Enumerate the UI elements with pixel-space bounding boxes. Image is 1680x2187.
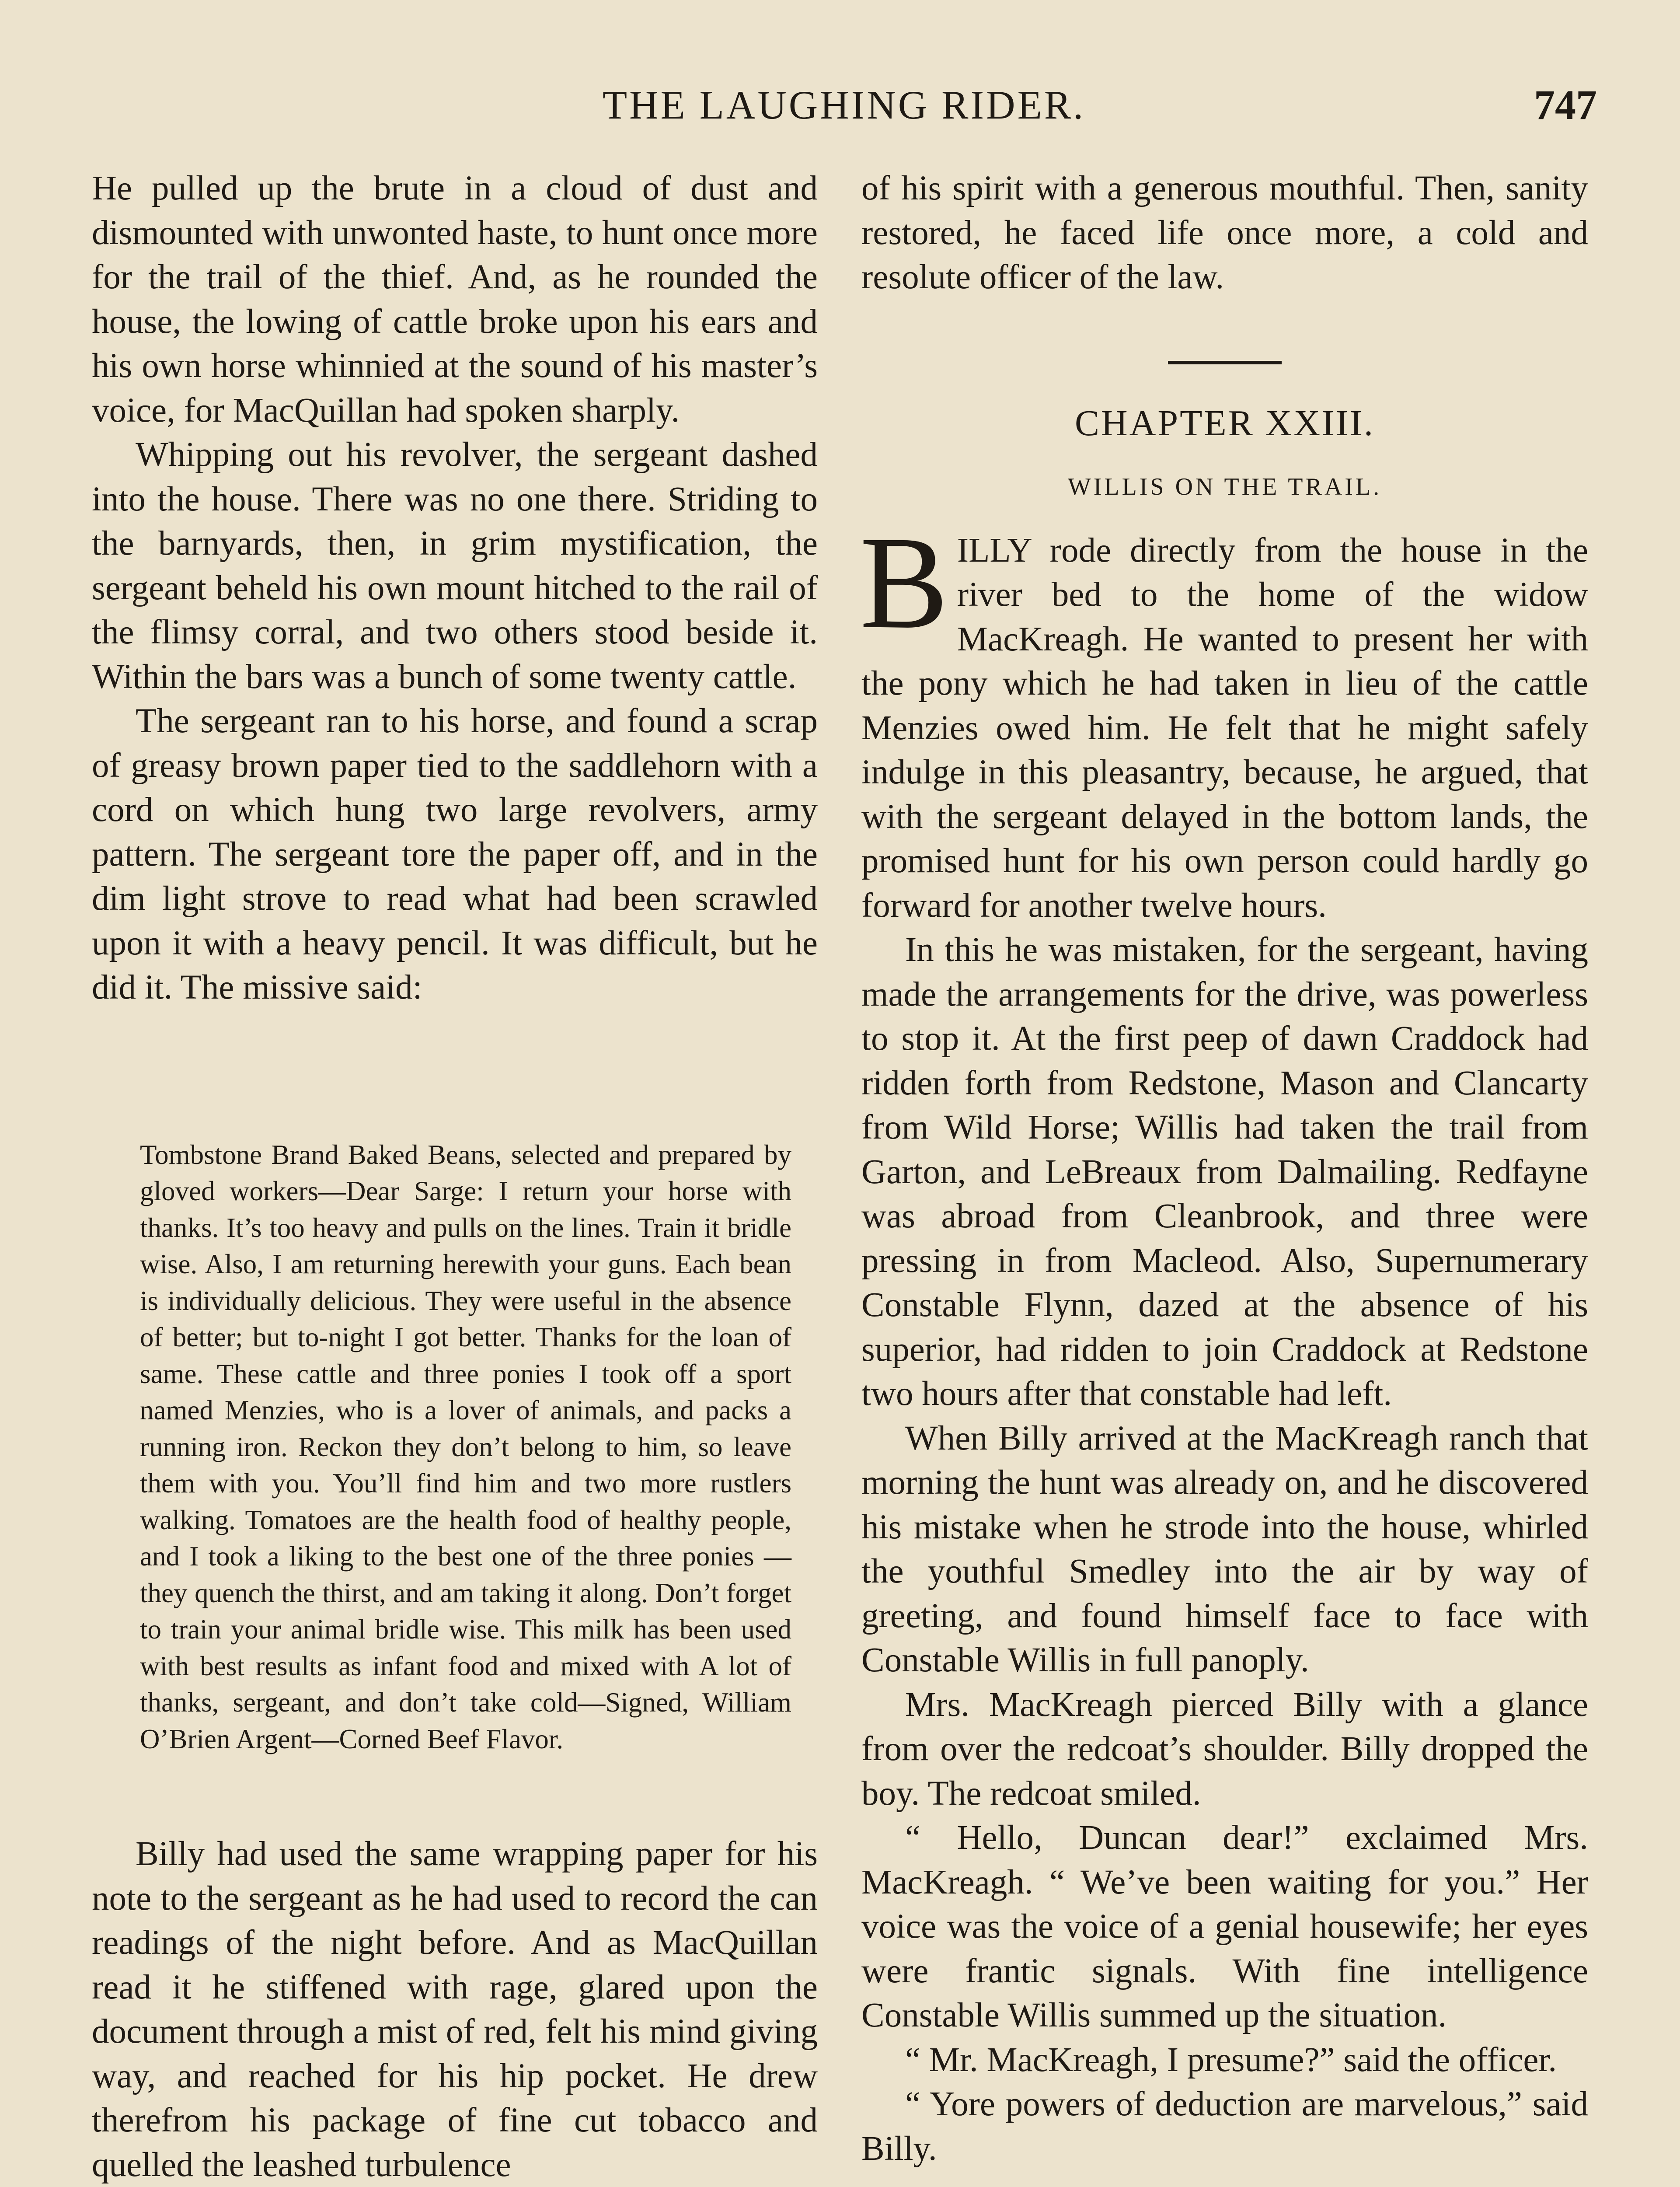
chapter-subtitle: WILLIS ON THE TRAIL. — [1067, 473, 1382, 500]
body-paragraph: “ Yore powers of deduction are marvelous,” said Billy. — [861, 2085, 1588, 2168]
page-number: 747 — [1534, 81, 1597, 128]
chapter-opening-paragraph — [860, 508, 1588, 928]
body-paragraph: of his spirit with a generous mouthful. Then, sanity restored, he faced life once more, a cold and resolute officer of the law. — [861, 169, 1588, 296]
opening-text: ILLY rode directly from the house in the river bed to the home of the widow MacKreagh. He wanted to present her with the pony which he had taken in lieu of the cattle Menzies owed him. He felt that he might safely indulge in this pleasantry, because, he argued, that with the sergeant delayed in the bottom lands, the promised hunt for his own person could hardly go forward for another twelve hours. — [861, 531, 1588, 925]
body-paragraph: Whipping out his revolver, the sergeant dashed into the house. There was no one there. Striding to the barnyards, then, in grim mystification, the sergeant beheld his own mount hitched to the rail of the flimsy corral, and two others stood beside it. Within the bars was a bunch of some twenty cattle. — [92, 436, 818, 696]
chapter-title: CHAPTER XXIII. — [1075, 402, 1375, 444]
page-header — [0, 79, 1680, 136]
body-paragraph: When Billy arrived at the MacKreagh ranch that morning the hunt was already on, and he discovered his mistake when he strode into the house, whirled the youthful Smedley into the air by way of greeting, and found himself face to face with Constable Willis in full panoply. — [861, 1419, 1588, 1679]
body-paragraph: Billy had used the same wrapping paper for his note to the sergeant as he had used to record the can readings of the night before. And as MacQuillan read it he stiffened with rage, glared upon the document through a mist of red, felt his mind giving way, and reached for his hip pocket. He drew therefrom his package of fine cut tobacco and quelled the leashed turbulence — [92, 1835, 818, 2184]
body-paragraph: Mrs. MacKreagh pierced Billy with a glance from over the redcoat’s shoulder. Billy dropped the boy. The redcoat smiled. — [861, 1685, 1588, 1813]
body-paragraph: “ Hello, Duncan dear!” exclaimed Mrs. MacKreagh. “ We’ve been waiting for you.” Her voice was the voice of a genial housewife; her eyes were frantic signals. With fine intelligence Constable Willis summed up the situation. — [861, 1819, 1588, 2034]
missive-note: Tombstone Brand Baked Beans, selected and prepared by gloved workers—Dear Sarge: I return your horse with thanks. It’s too heavy and pulls on the lines. Train it bridle wise. Also, I am returning herewith your guns. Each bean is individually delicious. They were useful in the absence of better; but to-night I got better. Thanks for the loan of same. These cattle and three ponies I took off a sport named Menzies, who is a lover of animals, and packs a running iron. Reckon they don’t belong to him, so leave them with you. You’ll find him and two more rustlers walking. Tomatoes are the health food of healthy people, and I took a liking to the best one of the three ponies —they quench the thirst, and am taking it along. Don’t forget to train your animal bridle wise. This milk has been used with best results as infant food and mixed with A lot of thanks, sergeant, and don’t take cold—Signed, William O’Brien Argent—Corned Beef Flavor. — [140, 1139, 791, 1754]
body-paragraph: “ Mr. MacKreagh, I presume?” said the officer. — [905, 2040, 1557, 2079]
running-title: THE LAUGHING RIDER. — [602, 83, 1086, 127]
right-column — [861, 166, 1588, 2171]
body-paragraph: The sergeant ran to his horse, and found a scrap of greasy brown paper tied to the saddlehorn with a cord on which hung two large revolvers, army pattern. The sergeant tore the paper off, and in the dim light strove to read what had been scrawled upon it with a heavy pencil. It was difficult, but he did it. The missive said: — [92, 702, 818, 1006]
left-column — [92, 166, 818, 2187]
section-divider — [1168, 361, 1282, 364]
drop-cap: B — [860, 508, 948, 656]
body-paragraph: He pulled up the brute in a cloud of dust and dismounted with unwonted haste, to hunt once more for the trail of the thief. And, as he rounded the house, the lowing of cattle broke upon his ears and his own horse whinnied at the sound of his master’s voice, for MacQuillan had spoken sharply. — [92, 169, 818, 430]
body-paragraph: In this he was mistaken, for the sergeant, having made the arrangements for the drive, was powerless to stop it. At the first peep of dawn Craddock had ridden forth from Redstone, Mason and Clancarty from Wild Horse; Willis had taken the trail from Garton, and LeBreaux from Dalmailing. Redfayne was abroad from Cleanbrook, and three were pressing in from Macleod. Also, Supernumerary Constable Flynn, dazed at the absence of his superior, had ridden to join Craddock at Redstone two hours after that constable had left. — [861, 931, 1588, 1413]
